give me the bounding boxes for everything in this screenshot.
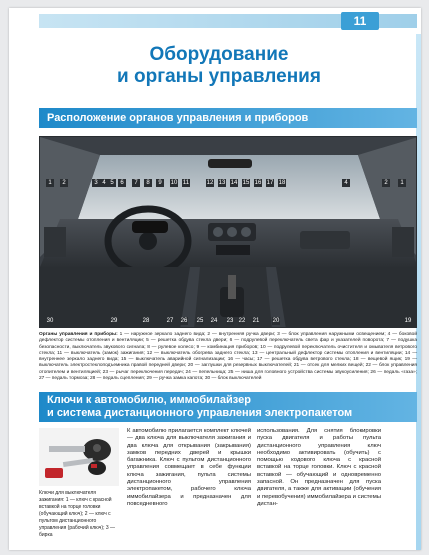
callout-top: 8 [144, 179, 152, 187]
callout-bottom: 27 [166, 318, 174, 324]
legend-text: 1 — наружное зеркало заднего вида; 2 — внутренняя ручка двери; 3 — блок управления наружными освещением; 4 — боковой дефлектор системы отопления и вентиляции; 5 — решетка обдува стекла двери; 6 — подрулевой переключатель света фар и указателей поворота; 7 — подушка безопасности, выключатель звукового сигнала; 8 — рулевое колесо; 9 — комбинация приборов; 10 — подрулевой переключатель очистителя и омывателя ветрового стекла; 11 — выключатель (замок) зажигания; 12 — выключатель обогрева заднего стекла; 13 — центральный дефлектор системы отопления и вентиляции; 14 — внутреннее зеркало заднего вида; 15 — выключатель аварийной сигнализации; 16 — часы; 17 — решетка обдува ветрового стекла; 18 — вещевой ящик; 19 — выключатель электростеклоподъемника правой передней двери; 20 — заглушки для резервных выключателей; 21 — отсек для мелких вещей; 22 — блок управления отопителем и вентиляцией; 23 — рычаг переключения передач; 24 — пепельница; 25 — ниша для головного устройства системы звукоусиления; 26 — педаль «газа»; 27 — педаль тормоза; 28 — педаль сцепления; 29 — ручка замка капота; 30 — блок выключателей [39, 332, 417, 382]
callout-top: 4 [100, 179, 108, 187]
callout-top: 2 [382, 179, 390, 187]
callout-top: 11 [182, 180, 190, 186]
callout-bottom: 20 [272, 318, 280, 324]
page-number: 11 [341, 12, 379, 30]
callout-top: 5 [108, 179, 116, 187]
callout-bottom: 24 [210, 318, 218, 324]
callout-bottom: 29 [110, 318, 118, 324]
callout-bottom: 30 [46, 318, 54, 324]
callout-top: 18 [278, 180, 286, 186]
callout-top: 10 [170, 180, 178, 186]
callout-bottom: 25 [196, 318, 204, 324]
callout-top: 2 [60, 179, 68, 187]
callout-top: 7 [132, 179, 140, 187]
legend [39, 332, 417, 382]
section-heading-keys-line2: и система дистанционного управления электропакетом [47, 407, 353, 419]
page-title-line2: и органы управления [117, 66, 321, 87]
callout-top: 14 [230, 180, 238, 186]
callout-bottom: 23 [226, 318, 234, 324]
callout-top: 1 [398, 179, 406, 187]
document-page [9, 8, 421, 550]
callout-top: 3 [92, 179, 100, 187]
callout-top: 6 [118, 179, 126, 187]
callout-top: 4 [342, 179, 350, 187]
section-heading-keys [39, 392, 417, 422]
body-column-1: К автомобилю прилагается комплект ключей — два ключа для выключателя зажигания и два ключа для открывания (закрывания) замков передних дверей и крышки багажника. Ключ с пультом дистанционного управления совмещает в себе функции ключа зажигания, пульта системы дистанционного управления электропакетом, рабочего ключа иммобилайзера и предназначен для повседневного [127, 428, 251, 507]
callout-bottom: 26 [180, 318, 188, 324]
section-heading-keys-line1: Ключи к автомобилю, иммобилайзер [47, 394, 251, 406]
body-column-2: использования. Для снятия блокировки пуска двигателя и работы пульта дистанционного управления ключ необходимо активировать (обучить) с помощью кодового ключа с красной вставкой на торце головки. Ключ с красной вставкой — обучающий и одновременно запасной. Он предназначен для пуска двигателя, а также для активации (обучения и перевобучения) иммобилайзера и системы дистан- [257, 428, 381, 507]
section-heading-controls: Расположение органов управления и приборов [39, 108, 417, 128]
dashboard-photo [39, 136, 417, 328]
legend-intro: Органы управления и приборы: [39, 332, 118, 337]
callout-top: 12 [206, 180, 214, 186]
keys-image [39, 428, 119, 486]
callout-bottom: 19 [404, 318, 412, 324]
dashboard-illustration [40, 137, 417, 328]
keys-caption: Ключи для выключателя зажигания: 1 — ключ с красной вставкой на торце головки (обучающий ключ); 2 — ключ с пультом дистанционного управления (рабочий ключ); 3 — бирка [39, 490, 116, 538]
callout-bottom: 22 [238, 318, 246, 324]
callout-top: 16 [254, 180, 262, 186]
callout-top: 13 [218, 180, 226, 186]
callout-top: 1 [46, 179, 54, 187]
callout-bottom: 28 [142, 318, 150, 324]
callout-top: 17 [266, 180, 274, 186]
header-bar [9, 8, 421, 34]
page-title-line1: Оборудование [149, 44, 289, 65]
callout-top: 9 [156, 179, 164, 187]
callout-bottom: 21 [252, 318, 260, 324]
page-title [69, 44, 369, 92]
callout-top: 15 [242, 180, 250, 186]
